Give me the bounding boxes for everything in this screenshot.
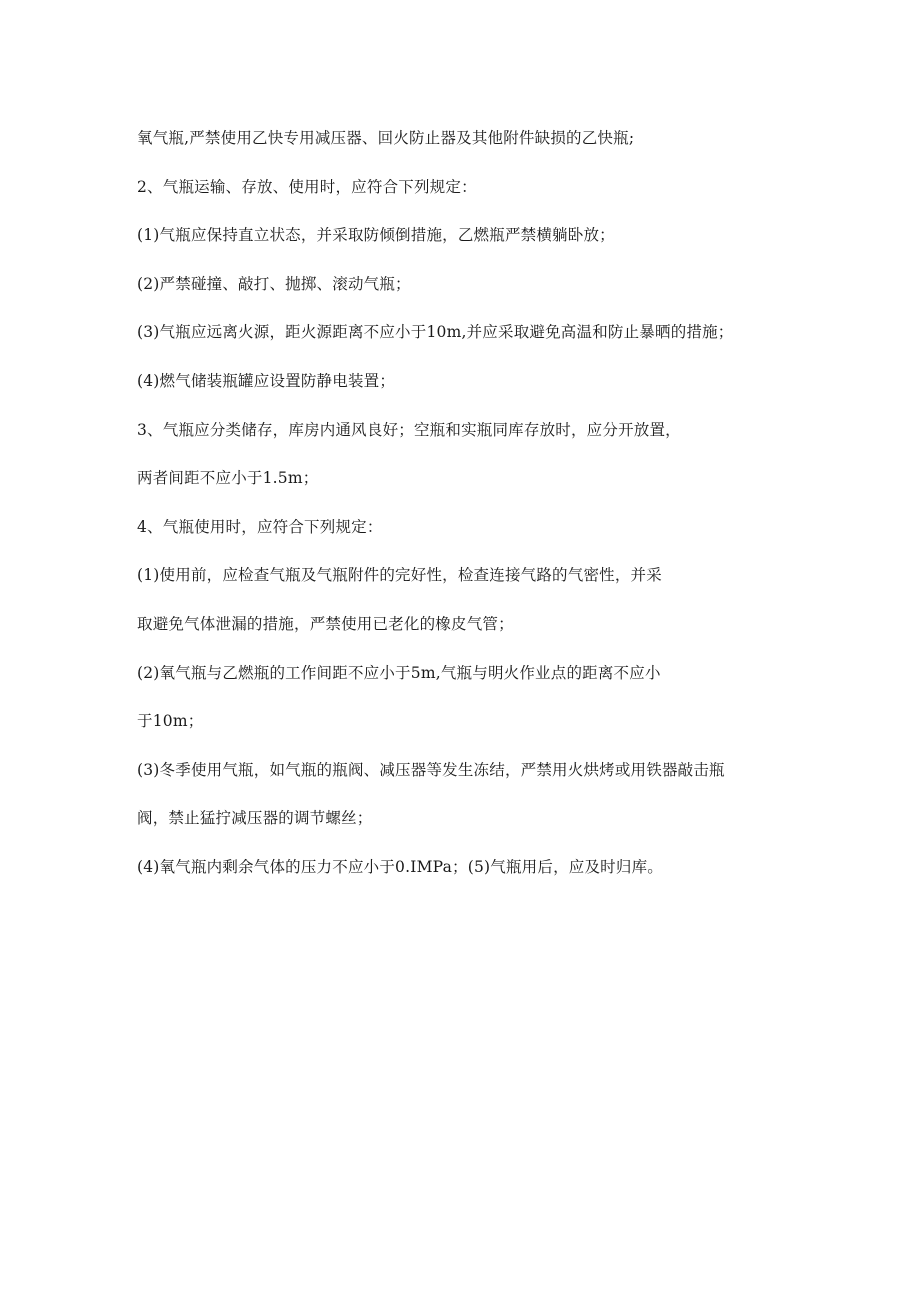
section-heading-2: 2、气瓶运输、存放、使用时，应符合下列规定： <box>137 177 477 196</box>
list-item-2-1: (1)气瓶应保持直立状态，并采取防倾倒措施，乙燃瓶严禁横躺卧放； <box>137 226 615 245</box>
list-item-4-2: (2)氧气瓶与乙燃瓶的工作间距不应小于5m,气瓶与明火作业点的距离不应小 <box>137 663 661 682</box>
document-body <box>137 126 837 904</box>
list-item-4-2-continuation: 于10m； <box>137 712 204 731</box>
list-item-2-3: (3)气瓶应远离火源，距火源距离不应小于10m,并应采取避免高温和防止暴晒的措施； <box>137 323 734 342</box>
list-item-4-3-continuation: 阀，禁止猛拧减压器的调节螺丝； <box>137 809 373 828</box>
section-3-continuation: 两者间距不应小于1.5m； <box>137 469 319 488</box>
list-item-4-3: (3)冬季使用气瓶，如气瓶的瓶阀、减压器等发生冻结，严禁用火烘烤或用铁器敲击瓶 <box>137 760 725 779</box>
list-item-4-4-and-4-5: (4)氧气瓶内剩余气体的压力不应小于0.IMPa；(5)气瓶用后，应及时归库。 <box>137 857 663 876</box>
list-item-4-1: (1)使用前，应检查气瓶及气瓶附件的完好性，检查连接气路的气密性，并采 <box>137 566 662 585</box>
text-line-oxygen-cylinder-rule: 氧气瓶,严禁使用乙快专用减压器、回火防止器及其他附件缺损的乙快瓶; <box>137 129 635 147</box>
list-item-2-2: (2)严禁碰撞、敲打、抛掷、滚动气瓶； <box>137 274 411 293</box>
section-heading-3: 3、气瓶应分类储存，库房内通风良好；空瓶和实瓶同库存放时，应分开放置， <box>137 420 681 439</box>
section-heading-4: 4、气瓶使用时，应符合下列规定： <box>137 517 383 536</box>
list-item-2-4: (4)燃气储装瓶罐应设置防静电装置； <box>137 371 396 390</box>
list-item-4-1-continuation: 取避免气体泄漏的措施，严禁使用已老化的橡皮气管； <box>137 614 514 633</box>
